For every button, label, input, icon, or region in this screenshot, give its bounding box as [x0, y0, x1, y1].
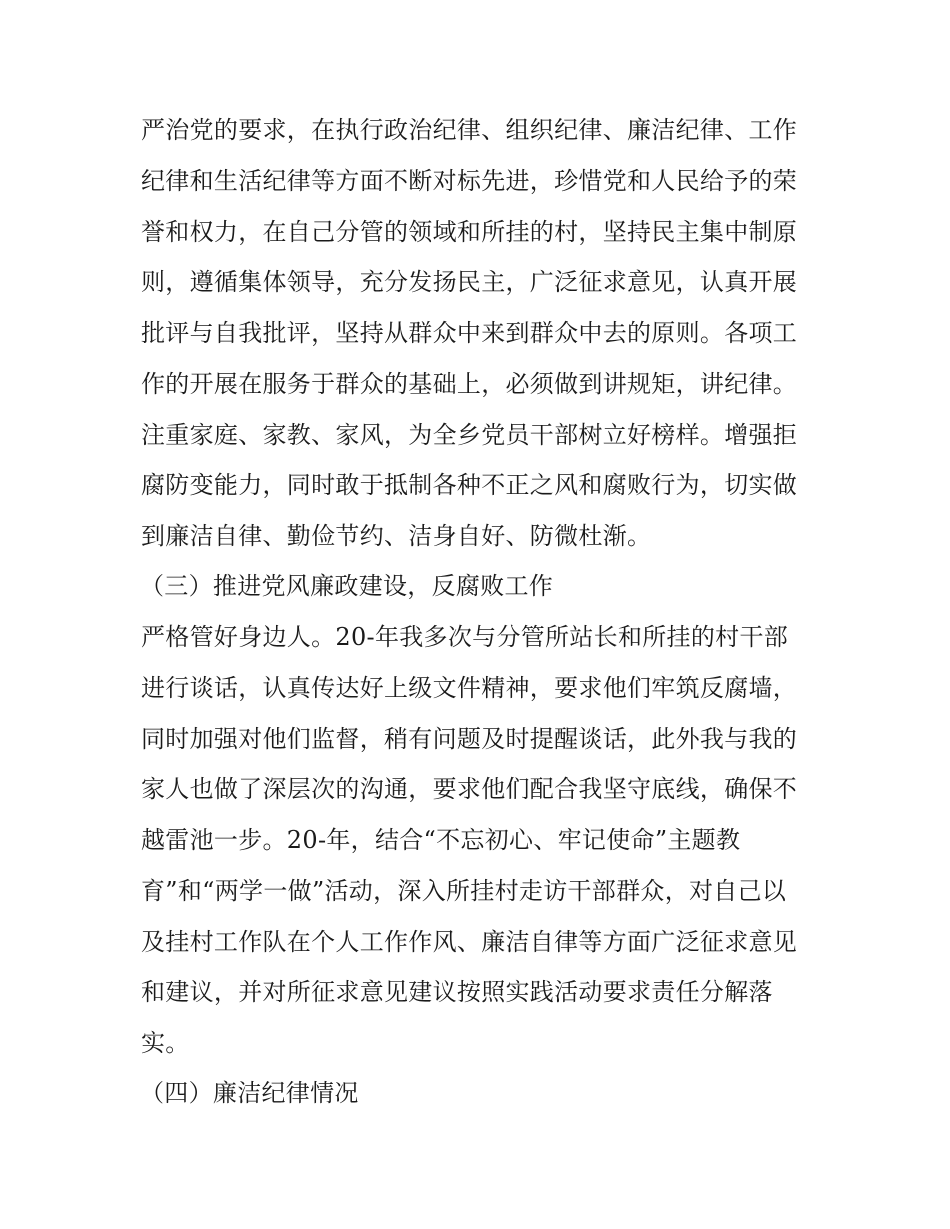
- paragraph-1-line-5: 批评与自我批评，坚持从群众中来到群众中去的原则。各项工: [141, 319, 798, 347]
- paragraph-1-line-1: 严治党的要求，在执行政治纪律、组织纪律、廉洁纪律、工作: [141, 116, 798, 144]
- paragraph-2-line-1: 严格管好身边人。20-年我多次与分管所站长和所挂的村干部: [141, 623, 789, 651]
- paragraph-1-line-6: 作的开展在服务于群众的基础上，必须做到讲规矩，讲纪律。: [141, 370, 798, 398]
- section-heading-4: （四）廉洁纪律情况: [140, 1079, 359, 1107]
- paragraph-1-line-4: 则，遵循集体领导，充分发扬民主，广泛征求意见，认真开展: [141, 268, 798, 296]
- paragraph-2-line-6: 育”和“两学一做”活动，深入所挂村走访干部群众，对自己以: [141, 877, 787, 905]
- paragraph-1-line-3: 誉和权力，在自己分管的领域和所挂的村，坚持民主集中制原: [141, 218, 798, 246]
- paragraph-1-line-9: 到廉洁自律、勤俭节约、洁身自好、防微杜渐。: [141, 522, 652, 550]
- paragraph-2-line-2: 进行谈话，认真传达好上级文件精神，要求他们牢筑反腐墙，: [141, 674, 798, 702]
- paragraph-1-line-8: 腐防变能力，同时敢于抵制各种不正之风和腐败行为，切实做: [141, 471, 798, 499]
- section-heading-3: （三）推进党风廉政建设，反腐败工作: [140, 572, 554, 600]
- paragraph-2-line-4: 家人也做了深层次的沟通，要求他们配合我坚守底线，确保不: [141, 775, 798, 803]
- paragraph-2-line-9: 实。: [141, 1029, 190, 1057]
- paragraph-1-line-2: 纪律和生活纪律等方面不断对标先进，珍惜党和人民给予的荣: [141, 167, 798, 195]
- paragraph-1-line-7: 注重家庭、家教、家风，为全乡党员干部树立好榜样。增强拒: [141, 421, 798, 449]
- paragraph-2-line-5: 越雷池一步。20-年，结合“不忘初心、牢记使命”主题教: [141, 826, 741, 854]
- paragraph-2-line-8: 和建议，并对所征求意见建议按照实践活动要求责任分解落: [141, 978, 773, 1006]
- paragraph-2-line-7: 及挂村工作队在个人工作作风、廉洁自律等方面广泛征求意见: [141, 928, 798, 956]
- paragraph-2-line-3: 同时加强对他们监督，稍有问题及时提醒谈话，此外我与我的: [141, 725, 798, 753]
